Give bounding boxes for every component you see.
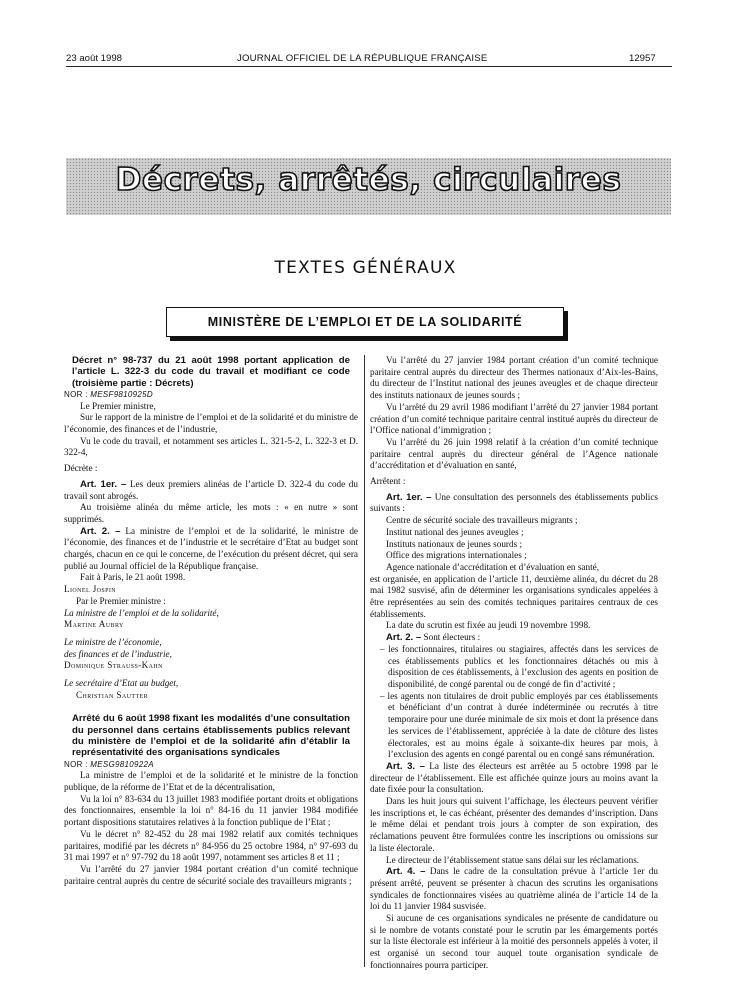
arrete-art3-p2: Dans les huit jours qui suivent l’affichage, les électeurs peuvent vérifier les inscriptions et, le cas échéant, présenter des demandes d’inscription. Dans le même délai et pendant trois jours à compter de son expiration, des réclamations peuvent être formulées contre les inscriptions ou omissions sur la liste électorale. <box>370 796 658 853</box>
arrete-art2 <box>370 632 658 644</box>
arrete-r3: Vu l’arrêté du 26 juin 1998 relatif à la création d’un comité technique paritaire central auprès du directeur général de l’Agence nationale d’accréditation et d’évaluation en santé, <box>370 436 658 471</box>
decree-art1-label: Art. 1er. – <box>80 478 127 490</box>
header-rule <box>66 66 672 67</box>
decree-p2: Sur le rapport de la ministre de l’emploi et de la solidarité et du ministre de l’économie, des finances et de l’industrie, <box>64 412 358 434</box>
right-column <box>370 355 658 972</box>
arrete-art1 <box>370 492 658 515</box>
page-header <box>0 51 731 67</box>
decree-sig-min1-name: Martine Aubry <box>64 619 124 630</box>
decree-nor: NOR : MESF9810925D <box>64 389 154 399</box>
decree-sig-pm: Lionel Jospin <box>64 584 117 595</box>
header-page-number: 12957 <box>629 53 656 64</box>
decree-art1 <box>64 479 358 502</box>
arrete-p2: Vu la loi n° 83-634 du 13 juillet 1983 modifiée portant droits et obligations des fonctionnaires, ensemble la loi n° 84-16 du 11 janvier 1984 modifiée portant dispositions statutaires relatives à la fonction publique de l’Etat ; <box>64 793 358 828</box>
arrete-art4-p2: Si aucune de ces organisations syndicales ne présente de candidature ou si le nombre de votants constaté pour le scrutin par les émargements portés sur la liste électorale est inférieur à la moitié des personnels appelés à voter, il est organisé un second tour auquel toute organisation syndicale de fonctionnaires pourra participer. <box>370 913 658 970</box>
decree-title: Décret n° 98-737 du 21 août 1998 portant application de l’article L. 322-3 du code du travail et modifiant ce code (troisième partie : Décrets) <box>72 355 350 389</box>
arrete-art3-p3: Le directeur de l’établissement statue sans délai sur les réclamations. <box>386 854 640 865</box>
arrete-nor-code: MESG9810922A <box>90 759 154 769</box>
arrete-list-item: Institut national des jeunes aveugles ; <box>386 526 524 537</box>
column-divider <box>364 355 365 967</box>
arrete-list-item: Centre de sécurité sociale des travailleurs migrants ; <box>386 515 578 526</box>
arrete-list-item: Instituts nationaux de jeunes sourds ; <box>386 538 523 549</box>
arrete-dash-item: – les agents non titulaires de droit public employés par ces établissements et bénéficiant d’un contrat à durée indéterminée ou recrutés à titre temporaire pour une durée minimale de six mois et dont la présence dans les services de l’établissement, appréciée à la date de clôture des listes électorales, est au moins égale à soixante-dix heures par mois, à l’exclusion des agents en congé parental ou en congé sans rémunération. <box>380 690 658 760</box>
header-date: 23 août 1998 <box>66 53 123 64</box>
header-journal-title: JOURNAL OFFICIEL DE LA RÉPUBLIQUE FRANÇAISE <box>237 53 488 64</box>
decree-sig-min2-name: Dominique Strauss-Kahn <box>64 660 163 671</box>
banner-title: Décrets, arrêtés, circulaires <box>115 162 622 198</box>
decree-nor-code: MESF9810925D <box>90 389 154 399</box>
arrete-art4-text: Dans le cadre de la consultation prévue à l’article 1er du présent arrêté, peuvent se présenter à chacun des scrutins les organisations syndicales de fonctionnaires visées au quatrième alinéa de l’article 14 de la loi du 11 janvier 1984 susvisée. <box>370 866 658 912</box>
arrete-art3 <box>370 761 658 796</box>
decree-p3: Vu le code du travail, et notamment ses articles L. 321-5-2, L. 322-3 et D. 322-4, <box>64 435 358 458</box>
decree-sig-min3-name: Christian Sautter <box>76 689 148 700</box>
decree-fait: Fait à Paris, le 21 août 1998. <box>80 572 186 583</box>
arrete-art4-label: Art. 4. – <box>386 866 426 878</box>
arrete-r1: Vu l’arrêté du 27 janvier 1984 portant création d’un comité technique paritaire central auprès du directeur des Thermes nationaux d’Aix-les-Bains, du directeur de l’Institut national des jeunes aveugles et de chaque directeur des instituts nationaux de jeunes sourds ; <box>370 355 658 401</box>
ministry-box: MINISTÈRE DE L’EMPLOI ET DE LA SOLIDARITÉ <box>166 307 564 337</box>
arrete-p3: Vu le décret n° 82-452 du 28 mai 1982 relatif aux comités techniques paritaires, modifié par les décrets n° 84-956 du 25 octobre 1984, n° 97-693 du 31 mai 1997 et n° 97-792 du 18 août 1997, notamment ses articles 8 et 11 ; <box>64 828 358 863</box>
decree-art1-p2: Au troisième alinéa du même article, les mots : « en nutre » sont supprimés. <box>64 502 358 524</box>
arrete-p1: La ministre de l’emploi et de la solidarité et le ministre de la fonction publique, de la réforme de l’Etat et de la décentralisation, <box>64 770 358 793</box>
section-title: TEXTES GÉNÉRAUX <box>274 258 457 278</box>
arrete-arretent: Arrêtent : <box>370 476 406 487</box>
section-banner <box>66 158 671 215</box>
arrete-nor: NOR : MESG9810922A <box>64 759 154 769</box>
decree-p1: Le Premier ministre, <box>80 400 156 411</box>
arrete-art3-text: La liste des électeurs est arrêtée au 5 octobre 1998 par le directeur de l’établissement. Elle est affichée quinze jours au moins avant la date fixée pour la consultation. <box>370 760 658 795</box>
decree-art1-text: Les deux premiers alinéas de l’article D. 322-4 du code du travail sont abrogés. <box>64 478 358 501</box>
arrete-art4 <box>370 866 658 913</box>
arrete-dash-item: – les fonctionnaires, titulaires ou stagiaires, affectés dans les services de ces établissements publics et les fonctionnaires détachés ou mis à disposition de ces établissements, à l’exclusion des agents en position de disponibilité, de congé parental ou de congé de fin d’activité ; <box>380 643 658 689</box>
arrete-art1-text: Une consultation des personnels des établissements publics suivants : <box>370 491 659 514</box>
decree-sig-min3-title: Le secrétaire d’Etat au budget, <box>64 678 179 689</box>
arrete-art3-label: Art. 3. – <box>386 760 425 772</box>
decree-sig-min1-title: La ministre de l’emploi et de la solidarité, <box>64 607 219 618</box>
decree-art2-text: La ministre de l’emploi et de la solidarité, le ministre de l’économie, des finances et de l’industrie et le secrétaire d’Etat au budget sont chargés, chacun en ce qui le concerne, de l’exécution du présent décret, qui sera publié au Journal officiel de la République française. <box>64 525 358 571</box>
arrete-p4: Vu l’arrêté du 27 janvier 1984 portant création d’un comité technique paritaire central auprès du centre de sécurité sociale des travailleurs migrants ; <box>64 863 358 886</box>
decree-art2 <box>64 526 358 573</box>
decree-sig-min2-title1: Le ministre de l’économie, <box>64 636 162 647</box>
decree-decrete: Décrète : <box>64 463 98 474</box>
arrete-art1-p2: est organisée, en application de l’article 11, deuxième alinéa, du décret du 28 mai 1982 susvisé, afin de déterminer les organisations syndicales appelées à être représentées au sein des comités techniques paritaires centraux de ces établissements. <box>370 573 658 619</box>
arrete-title: Arrêté du 6 août 1998 fixant les modalités d’une consultation du personnel dans certains établissements publics relevant du ministère de l’emploi et de la solidarité afin d’établir la représentativité des organisations syndicales <box>72 713 350 759</box>
arrete-art1-label: Art. 1er. – <box>386 491 432 503</box>
arrete-r2: Vu l’arrêté du 29 avril 1986 modifiant l’arrêté du 27 janvier 1984 portant création d’un comité technique paritaire central institué auprès du directeur de l’Office national d’immigration ; <box>370 401 658 436</box>
arrete-list-item: Office des migrations internationales ; <box>386 550 527 561</box>
arrete-art2-text: Sont électeurs : <box>423 632 481 643</box>
arrete-list-item: Agence nationale d’accréditation et d’évaluation en santé, <box>386 561 599 572</box>
decree-art2-label: Art. 2. – <box>80 525 121 537</box>
arrete-art2-label: Art. 2. – <box>386 632 422 644</box>
decree-sig-min2-title2: des finances et de l’industrie, <box>64 648 172 659</box>
left-column <box>64 355 358 887</box>
decree-par-pm: Par le Premier ministre : <box>76 595 166 606</box>
arrete-art1-p3: La date du scrutin est fixée au jeudi 19 novembre 1998. <box>386 620 591 631</box>
